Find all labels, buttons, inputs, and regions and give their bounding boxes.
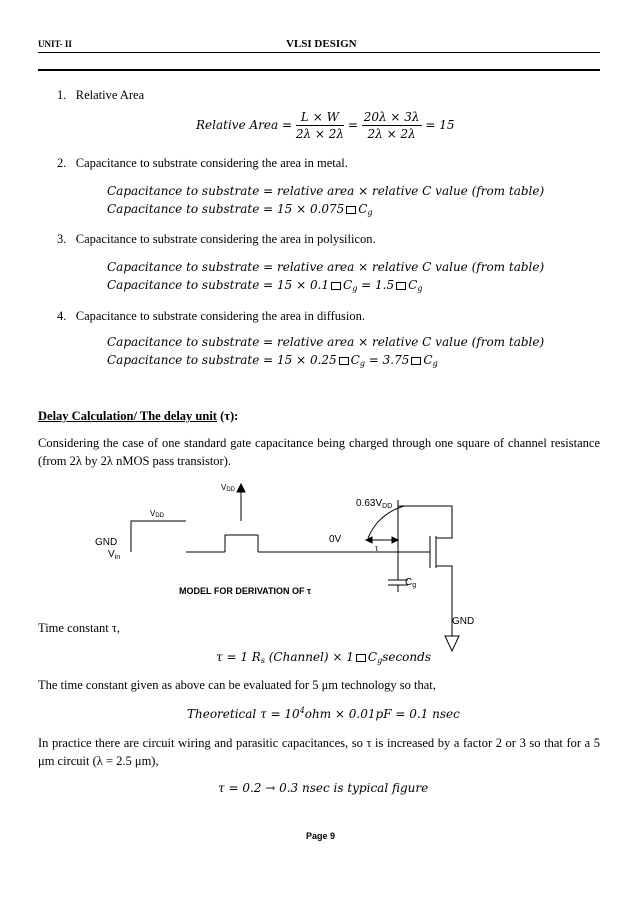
zero-v-label: 0V <box>329 534 342 545</box>
section-heading: Delay Calculation/ The delay unit (τ): <box>38 409 239 423</box>
list-item-1 <box>57 88 144 103</box>
list-item-4 <box>57 309 365 324</box>
eq-poly: Capacitance to substrate = 15 × 0.1 $C_g = 1.5$ $C_g$ <box>107 278 423 293</box>
vin-label: $V_{in}$ <box>108 549 121 561</box>
time-constant-label: Time constant τ, <box>38 621 120 635</box>
list-item-2 <box>57 156 348 171</box>
arrow-up-icon <box>237 484 245 492</box>
list-number: 1. <box>57 88 67 102</box>
list-text: Capacitance to substrate considering the area in polysilicon. <box>75 232 376 246</box>
eq-general-diff: Capacitance to substrate = relative area × relative C value (from table) <box>107 335 545 349</box>
ground-icon <box>445 636 459 651</box>
header-rule-thick <box>38 69 600 71</box>
eq-metal: Capacitance to substrate = 15 × 0.075 $C_g$ <box>107 202 373 217</box>
square-icon <box>339 357 349 365</box>
vdd-top-label: VDD <box>221 483 236 493</box>
fraction: $\frac{20\lambda \times 3\lambda}{2\lambda \times 2\lambda}$ <box>363 110 420 141</box>
page-title: VLSI DESIGN <box>286 38 357 50</box>
eq-general-poly: Capacitance to substrate = relative area × relative C value (from table) <box>107 260 545 274</box>
gnd-left-label: GND <box>95 537 118 548</box>
list-text: Capacitance to substrate considering the area in metal. <box>75 156 348 170</box>
list-text: Capacitance to substrate considering the area in diffusion. <box>75 309 366 323</box>
eq-result: = 15 <box>425 118 455 132</box>
eq-diff: Capacitance to substrate = 15 × 0.25 $C_g = 3.75$ $C_g$ <box>107 353 438 368</box>
page-number: Page 9 <box>306 831 336 841</box>
square-icon <box>331 282 341 290</box>
diagram-caption: MODEL FOR DERIVATION OF τ <box>179 586 312 596</box>
eq-relative-area <box>196 110 455 141</box>
delay-paragraph: Considering the case of one standard gate capacitance being charged through one square of channel resistance (from 2λ by 2λ nMOS pass transistor). <box>38 436 600 468</box>
square-icon <box>411 357 421 365</box>
square-icon <box>396 282 406 290</box>
eval-paragraph: The time constant given as above can be evaluated for 5 μm technology so that, <box>38 678 436 692</box>
practice-paragraph: In practice there are circuit wiring and parasitic capacitances, so τ is increased by a factor 2 or 3 so that for a 5 μm circuit (λ = 2.5 μm), <box>38 736 600 768</box>
list-number: 4. <box>57 309 67 323</box>
list-text: Relative Area <box>75 88 145 102</box>
eq-lhs: Relative Area = <box>196 118 293 132</box>
v063-label: $0.63V_{DD}$ <box>356 498 393 510</box>
header-rule <box>38 52 600 53</box>
pulse-waveform <box>225 535 258 552</box>
square-icon <box>346 206 356 214</box>
eq-typical: τ = 0.2 → 0.3 nsec is typical figure <box>218 781 429 795</box>
charging-curve <box>368 506 404 538</box>
eq-tau: τ = 1 $R_s$ (Channel) × 1 $C_gseconds$ <box>216 650 431 665</box>
unit-label: UNIT- II <box>38 39 72 49</box>
cg-label: $C_g$ <box>405 577 417 589</box>
fraction: $\frac{L \times W}{2\lambda \times 2\lambda}$ <box>295 110 345 141</box>
list-number: 3. <box>57 232 67 246</box>
circuit-diagram <box>0 476 638 666</box>
vdd-left-label: VDD <box>150 509 165 519</box>
list-item-3 <box>57 232 376 247</box>
source-wire <box>436 566 452 636</box>
input-step-waveform <box>131 521 186 552</box>
eq-general-metal: Capacitance to substrate = relative area × relative C value (from table) <box>107 184 545 198</box>
tau-label: τ <box>375 544 379 553</box>
eq-theoretical: Theoretical $\tau = 10^4ohm \times 0.01pF = 0.1$ nsec <box>187 706 460 721</box>
square-icon <box>356 654 366 662</box>
drain-wire <box>398 506 452 538</box>
eq-sign: = <box>347 118 358 132</box>
list-number: 2. <box>57 156 67 170</box>
gnd-right-label: GND <box>452 616 475 627</box>
